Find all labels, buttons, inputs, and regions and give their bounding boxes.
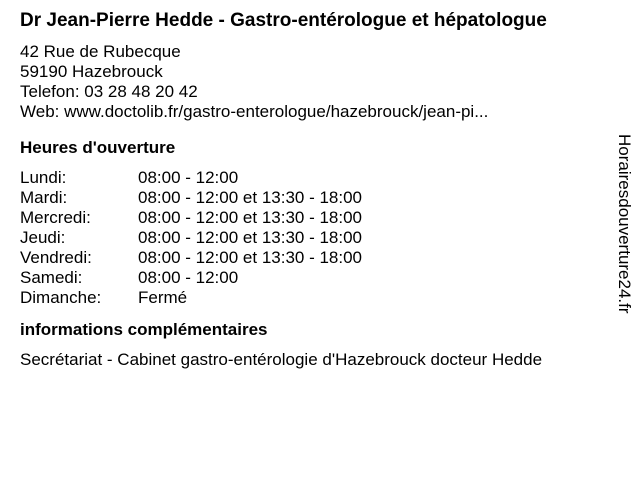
opening-hours-table (20, 168, 612, 308)
hours-row-lundi (20, 168, 612, 188)
opening-hours-heading: Heures d'ouverture (20, 138, 176, 157)
address-phone: Telefon: 03 28 48 20 42 (20, 82, 198, 101)
hours-day: Lundi: (20, 168, 67, 187)
hours-time: Fermé (138, 288, 188, 307)
address-city: 59190 Hazebrouck (20, 62, 163, 81)
address-street: 42 Rue de Rubecque (20, 42, 181, 61)
address-web[interactable]: Web: www.doctolib.fr/gastro-enterologue/hazebrouck/jean-pi... (20, 102, 489, 121)
hours-time: 08:00 - 12:00 (138, 168, 239, 187)
hours-time: 08:00 - 12:00 et 13:30 - 18:00 (138, 208, 363, 227)
site-watermark: Horairesdouverture24.fr (615, 134, 634, 314)
hours-day: Mercredi: (20, 208, 91, 227)
address-block (20, 42, 612, 122)
additional-info-text: Secrétariat - Cabinet gastro-entérologie d'Hazebrouck docteur Hedde (20, 350, 543, 369)
hours-row-mardi (20, 188, 612, 208)
hours-row-jeudi (20, 228, 612, 248)
hours-time: 08:00 - 12:00 et 13:30 - 18:00 (138, 248, 363, 267)
hours-row-vendredi (20, 248, 612, 268)
page-title: Dr Jean-Pierre Hedde - Gastro-entérologue et hépatologue (20, 10, 547, 31)
hours-row-dimanche (20, 288, 612, 308)
hours-row-samedi (20, 268, 612, 288)
additional-info-heading: informations complémentaires (20, 320, 268, 339)
hours-day: Samedi: (20, 268, 83, 287)
hours-day: Mardi: (20, 188, 68, 207)
hours-time: 08:00 - 12:00 et 13:30 - 18:00 (138, 188, 363, 207)
hours-day: Jeudi: (20, 228, 66, 247)
hours-day: Vendredi: (20, 248, 92, 267)
hours-day: Dimanche: (20, 288, 102, 307)
main-content (20, 10, 612, 370)
hours-time: 08:00 - 12:00 (138, 268, 239, 287)
hours-time: 08:00 - 12:00 et 13:30 - 18:00 (138, 228, 363, 247)
hours-row-mercredi (20, 208, 612, 228)
